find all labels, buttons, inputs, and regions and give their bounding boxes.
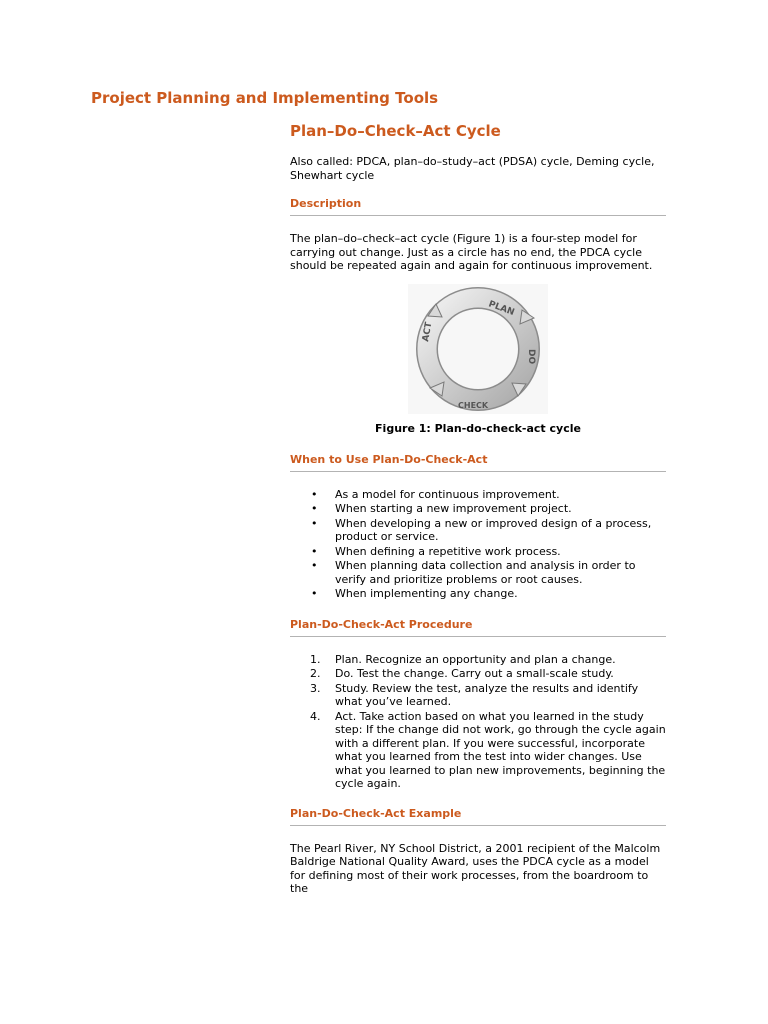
procedure-step: 3. Study. Review the test, analyze the results and identify what you’ve learned. (310, 681, 639, 708)
plan-label: PLAN (486, 298, 516, 318)
list-item: • When developing a new or improved design of a process, product or service. (311, 516, 652, 543)
article-content (290, 122, 666, 896)
description-section (290, 197, 666, 273)
step-number: 1. (310, 652, 321, 666)
act-label: ACT (421, 320, 435, 343)
bullet-icon: • (311, 559, 318, 572)
figure-caption: Figure 1: Plan-do-check-act cycle (375, 421, 581, 435)
when-to-use-heading: When to Use Plan-Do-Check-Act (290, 453, 666, 472)
pdca-figure (290, 284, 666, 435)
bullet-icon: • (311, 502, 318, 515)
procedure-step: 1. Plan. Recognize an opportunity and plan a change. (310, 652, 616, 666)
example-heading: Plan-Do-Check-Act Example (290, 807, 666, 826)
example-section (290, 807, 666, 896)
procedure-step: 2. Do. Test the change. Carry out a small-scale study. (310, 667, 614, 680)
list-item: • When starting a new improvement project. (311, 502, 572, 515)
list-item: • When implementing any change. (311, 587, 518, 600)
check-label: CHECK (458, 400, 489, 410)
main-title: Project Planning and Implementing Tools (91, 89, 439, 107)
bullet-icon: • (311, 516, 318, 530)
step-number: 4. (310, 709, 321, 723)
bullet-icon: • (311, 587, 318, 600)
list-item: • When defining a repetitive work process. (311, 544, 561, 558)
procedure-heading: Plan-Do-Check-Act Procedure (290, 618, 666, 637)
page-title: Plan–Do–Check–Act Cycle (290, 122, 501, 140)
description-text: The plan–do–check–act cycle (Figure 1) is a four-step model for carrying out change. Just as a circle has no end, the PDCA cycle should be repeated again and again for continuous improvement. (290, 232, 653, 272)
description-heading: Description (290, 197, 666, 216)
when-to-use-list (290, 488, 666, 601)
bullet-icon: • (311, 487, 318, 501)
step-number: 3. (310, 681, 321, 695)
when-to-use-section (290, 453, 666, 601)
procedure-section (290, 618, 666, 791)
list-item: • When planning data collection and analysis in order to verify and prioritize problems or root causes. (311, 559, 636, 586)
also-called-text: Also called: PDCA, plan–do–study–act (PDSA) cycle, Deming cycle, Shewhart cycle (290, 155, 655, 182)
example-text: The Pearl River, NY School District, a 2001 recipient of the Malcolm Baldrige National Quality Award, uses the PDCA cycle as a model for defining most of their work processes, from the boardroom to the (290, 841, 661, 895)
list-item: • As a model for continuous improvement. (311, 487, 560, 501)
pdca-cycle-diagram (408, 284, 548, 414)
procedure-step: 4. Act. Take action based on what you learned in the study step: If the change did not work, go through the cycle again with a different plan. If you were successful, incorporate what you learned from the test into wider changes. Use what you learned to plan new improvements, beginning the cycle again. (310, 709, 666, 790)
bullet-icon: • (311, 544, 318, 558)
do-label: DO (526, 348, 536, 364)
procedure-list (290, 653, 666, 791)
step-number: 2. (310, 667, 321, 680)
